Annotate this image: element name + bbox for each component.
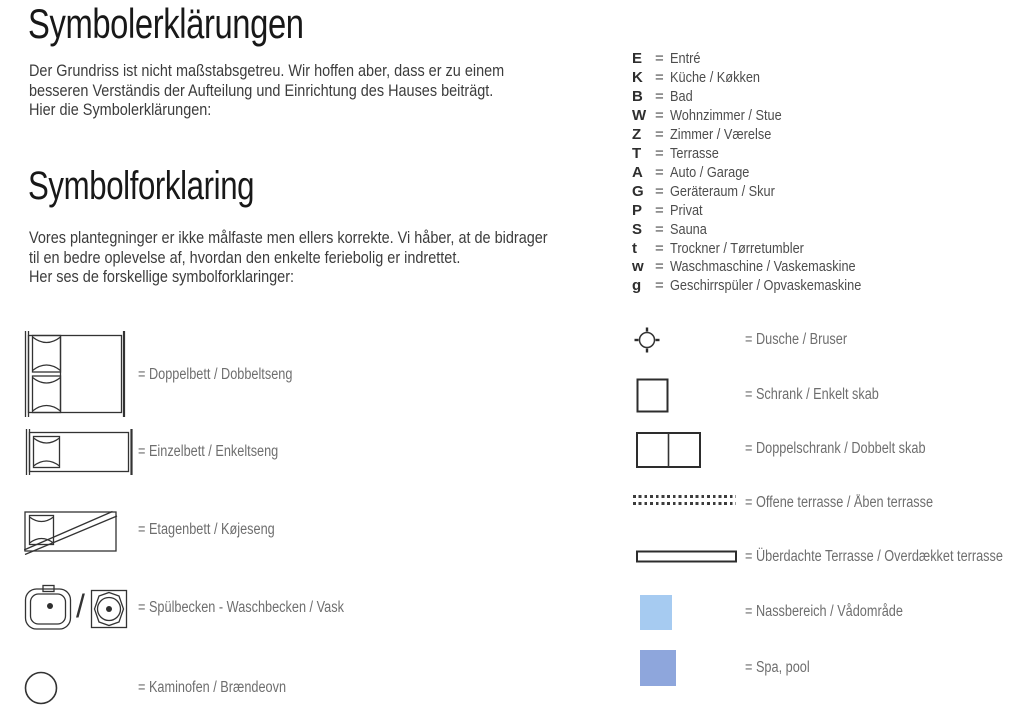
room-code-row <box>632 258 895 277</box>
room-code-label: Terrasse <box>670 144 719 162</box>
equals-sign: = <box>655 87 664 105</box>
symbol-label-sink: = Spülbecken - Waschbecken / Vask <box>138 599 344 616</box>
intro-german-line: Hier die Symbolerklärungen: <box>29 100 212 119</box>
room-code-letter: t <box>632 239 637 257</box>
room-code-row <box>632 202 895 221</box>
room-code-letter: P <box>632 201 643 219</box>
room-code-letter: B <box>632 87 643 105</box>
symbol-label-single-bed: = Einzelbett / Enkeltseng <box>138 443 279 460</box>
equals-sign: = <box>655 50 664 67</box>
equals-sign: = <box>655 125 664 143</box>
equals-sign: = <box>655 220 664 238</box>
intro-german-line: besseren Verständis der Aufteilung und Einrichtung des Hauses beiträgt. <box>29 80 494 100</box>
room-code-letter: W <box>632 106 647 124</box>
room-code-row <box>632 50 895 69</box>
symbol-label-bunk-bed: = Etagenbett / Køjeseng <box>138 521 275 538</box>
room-code-letter: S <box>632 220 643 238</box>
room-code-row <box>632 240 895 259</box>
room-code-label: Küche / Køkken <box>670 68 761 86</box>
room-code-letter: A <box>632 163 643 181</box>
equals-sign: = <box>655 163 664 181</box>
intro-danish-line: Vores plantegninger er ikke målfaste men ellers korrekte. Vi håber, at de bidrager <box>29 228 548 247</box>
single-cabinet-icon <box>636 378 669 413</box>
double-bed-icon <box>24 331 127 417</box>
spa-pool-swatch-icon <box>640 650 676 686</box>
room-code-letter: g <box>632 277 642 295</box>
room-code-row <box>632 221 895 240</box>
room-code-letter: T <box>632 144 642 162</box>
room-code-letter: Z <box>632 125 642 143</box>
room-code-list <box>632 50 895 296</box>
room-code-label: Sauna <box>670 220 707 238</box>
room-code-label: Geräteraum / Skur <box>670 182 775 200</box>
dashed-line <box>633 502 736 505</box>
room-code-row <box>632 164 895 183</box>
bunk-bed-icon <box>24 509 118 555</box>
room-code-label: Waschmaschine / Vaskemaskine <box>670 258 856 276</box>
open-terrace-icon <box>633 495 736 505</box>
room-code-letter: G <box>632 182 644 200</box>
room-code-label: Entré <box>670 50 701 67</box>
symbol-label-shower: = Dusche / Bruser <box>745 331 848 348</box>
heading-danish: Symbolforklaring <box>28 164 255 208</box>
equals-sign: = <box>655 68 664 86</box>
room-code-letter: E <box>632 50 643 67</box>
room-code-row <box>632 88 895 107</box>
equals-sign: = <box>655 106 664 124</box>
equals-sign: = <box>655 201 664 219</box>
room-code-label: Bad <box>670 87 693 105</box>
slash-separator: / <box>76 588 85 624</box>
heading-german: Symbolerklärungen <box>28 0 304 47</box>
room-code-label: Zimmer / Værelse <box>670 125 772 143</box>
symbol-label-open-terrace: = Offene terrasse / Åben terrasse <box>745 494 934 511</box>
room-code-label: Trockner / Tørretumbler <box>670 239 804 257</box>
symbol-label-double-cabinet: = Doppelschrank / Dobbelt skab <box>745 440 926 457</box>
room-code-label: Auto / Garage <box>670 163 750 181</box>
dashed-line <box>633 495 736 498</box>
intro-danish <box>29 228 639 287</box>
intro-danish-line: Her ses de forskellige symbolforklaringer: <box>29 267 295 286</box>
room-code-label: Wohnzimmer / Stue <box>670 106 782 124</box>
symbol-label-covered-terrace: = Überdachte Terrasse / Overdækket terrasse <box>745 548 1003 565</box>
equals-sign: = <box>655 277 664 295</box>
room-code-letter: K <box>632 68 643 86</box>
equals-sign: = <box>655 144 664 162</box>
room-code-row <box>632 183 895 202</box>
symbol-label-single-cabinet: = Schrank / Enkelt skab <box>745 386 879 403</box>
room-code-label: Geschirrspüler / Opvaskemaskine <box>670 277 862 295</box>
double-cabinet-icon <box>636 432 701 468</box>
wet-area-swatch-icon <box>640 595 672 630</box>
wood-stove-icon <box>24 671 58 705</box>
symbol-label-spa-pool: = Spa, pool <box>745 659 810 676</box>
symbol-label-wood-stove: = Kaminofen / Brændeovn <box>138 679 287 696</box>
room-code-row <box>632 69 895 88</box>
room-code-row <box>632 107 895 126</box>
single-bed-icon <box>25 429 135 475</box>
equals-sign: = <box>655 258 664 276</box>
room-code-row <box>632 145 895 164</box>
round-sink-icon <box>90 587 128 630</box>
room-code-row <box>632 277 895 296</box>
intro-danish-line: til en bedre oplevelse af, hvordan den enkelte feriebolig er indrettet. <box>29 247 461 267</box>
sink-icon <box>24 584 72 631</box>
equals-sign: = <box>655 182 664 200</box>
room-code-label: Privat <box>670 201 703 219</box>
equals-sign: = <box>655 239 664 257</box>
room-code-row <box>632 126 895 145</box>
room-code-letter: w <box>632 258 644 276</box>
shower-icon <box>633 326 661 354</box>
intro-german <box>29 61 588 120</box>
covered-terrace-icon <box>636 550 737 563</box>
symbol-label-wet-area: = Nassbereich / Vådområde <box>745 603 903 620</box>
intro-german-line: Der Grundriss ist nicht maßstabsgetreu. Wir hoffen aber, dass er zu einem <box>29 61 505 80</box>
symbol-label-double-bed: = Doppelbett / Dobbeltseng <box>138 366 293 383</box>
